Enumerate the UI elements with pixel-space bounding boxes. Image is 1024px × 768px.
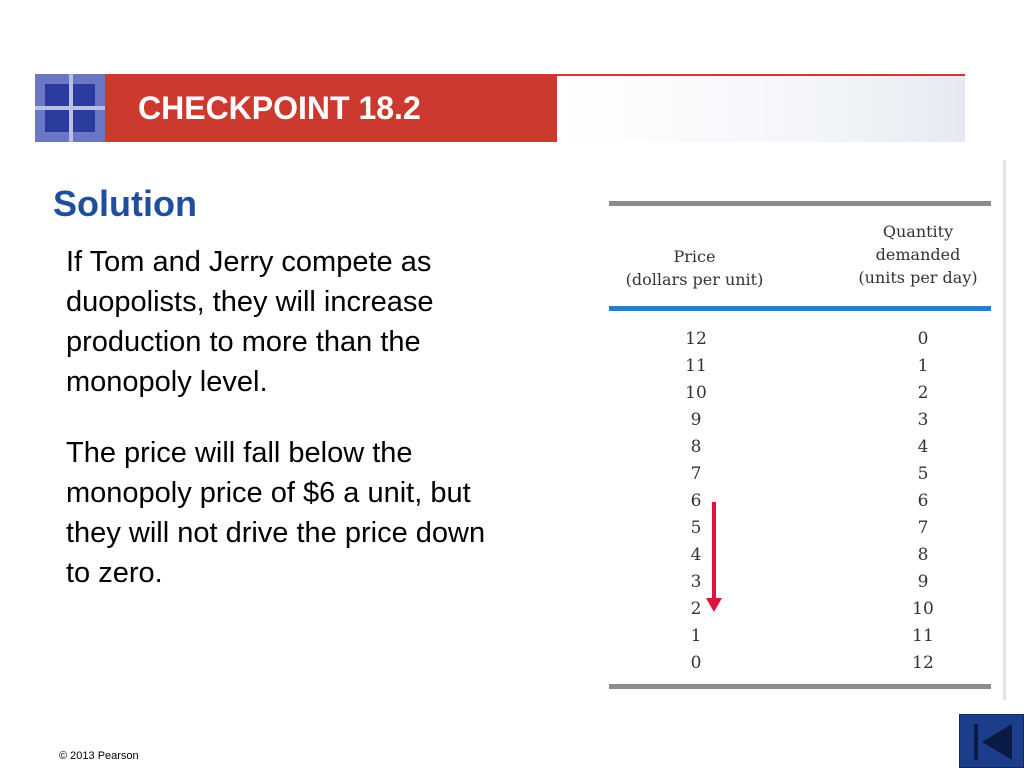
price-cell: 10 (685, 383, 707, 403)
price-fall-arrow (712, 502, 716, 600)
back-triangle-icon (982, 724, 1012, 760)
solution-heading: Solution (53, 183, 197, 224)
price-fall-arrow-head (706, 598, 722, 612)
quantity-header-line-2: demanded (875, 245, 961, 264)
quantity-cell: 2 (917, 383, 929, 403)
quantity-cell: 12 (912, 653, 934, 673)
solution-paragraph-2: The price will fall below the monopoly price of $6 a unit, but they will not drive the price down to zero. (66, 437, 486, 589)
price-column-header (612, 245, 777, 291)
header-fade (557, 74, 965, 142)
quantity-cell: 0 (917, 329, 929, 349)
quantity-cell: 5 (917, 464, 929, 484)
table-header-rule (609, 306, 991, 311)
quantity-header-line-1: Quantity (882, 222, 954, 241)
table-shadow (1003, 160, 1006, 700)
price-cell: 5 (690, 518, 702, 538)
slide-title: CHECKPOINT 18.2 (105, 74, 557, 142)
price-header-line-2: (dollars per unit) (625, 270, 764, 289)
price-cell: 1 (690, 626, 702, 646)
quantity-cell: 6 (917, 491, 929, 511)
quantity-header-line-3: (units per day) (858, 268, 978, 287)
quantity-cell: 1 (917, 356, 929, 376)
copyright-text: © 2013 Pearson (59, 750, 139, 762)
header-top-rule (557, 74, 965, 76)
price-header-line-1: Price (673, 247, 716, 266)
price-cell: 2 (690, 599, 702, 619)
back-to-start-icon (974, 724, 978, 760)
price-cell: 0 (690, 653, 702, 673)
back-to-start-button[interactable] (959, 714, 1024, 768)
quantity-cell: 11 (912, 626, 934, 646)
quantity-cell: 4 (917, 437, 929, 457)
price-cell: 12 (685, 329, 707, 349)
quantity-cell: 3 (917, 410, 929, 430)
table-bottom-rule (609, 684, 991, 689)
price-cell: 9 (690, 410, 702, 430)
quantity-cell: 8 (917, 545, 929, 565)
price-cell: 4 (690, 545, 702, 565)
quantity-column-header (848, 220, 988, 289)
table-top-rule (609, 201, 991, 206)
quantity-cell: 9 (917, 572, 929, 592)
quantity-cell: 10 (912, 599, 934, 619)
price-cell: 6 (690, 491, 702, 511)
price-cell: 3 (690, 572, 702, 592)
quantity-cell: 7 (917, 518, 929, 538)
price-cell: 7 (690, 464, 702, 484)
grid-logo-icon (35, 74, 105, 142)
quantity-column (895, 326, 951, 677)
price-cell: 11 (685, 356, 707, 376)
price-cell: 8 (690, 437, 702, 457)
solution-paragraph-1: If Tom and Jerry compete as duopolists, they will increase production to more than the monopoly level. (66, 246, 434, 398)
